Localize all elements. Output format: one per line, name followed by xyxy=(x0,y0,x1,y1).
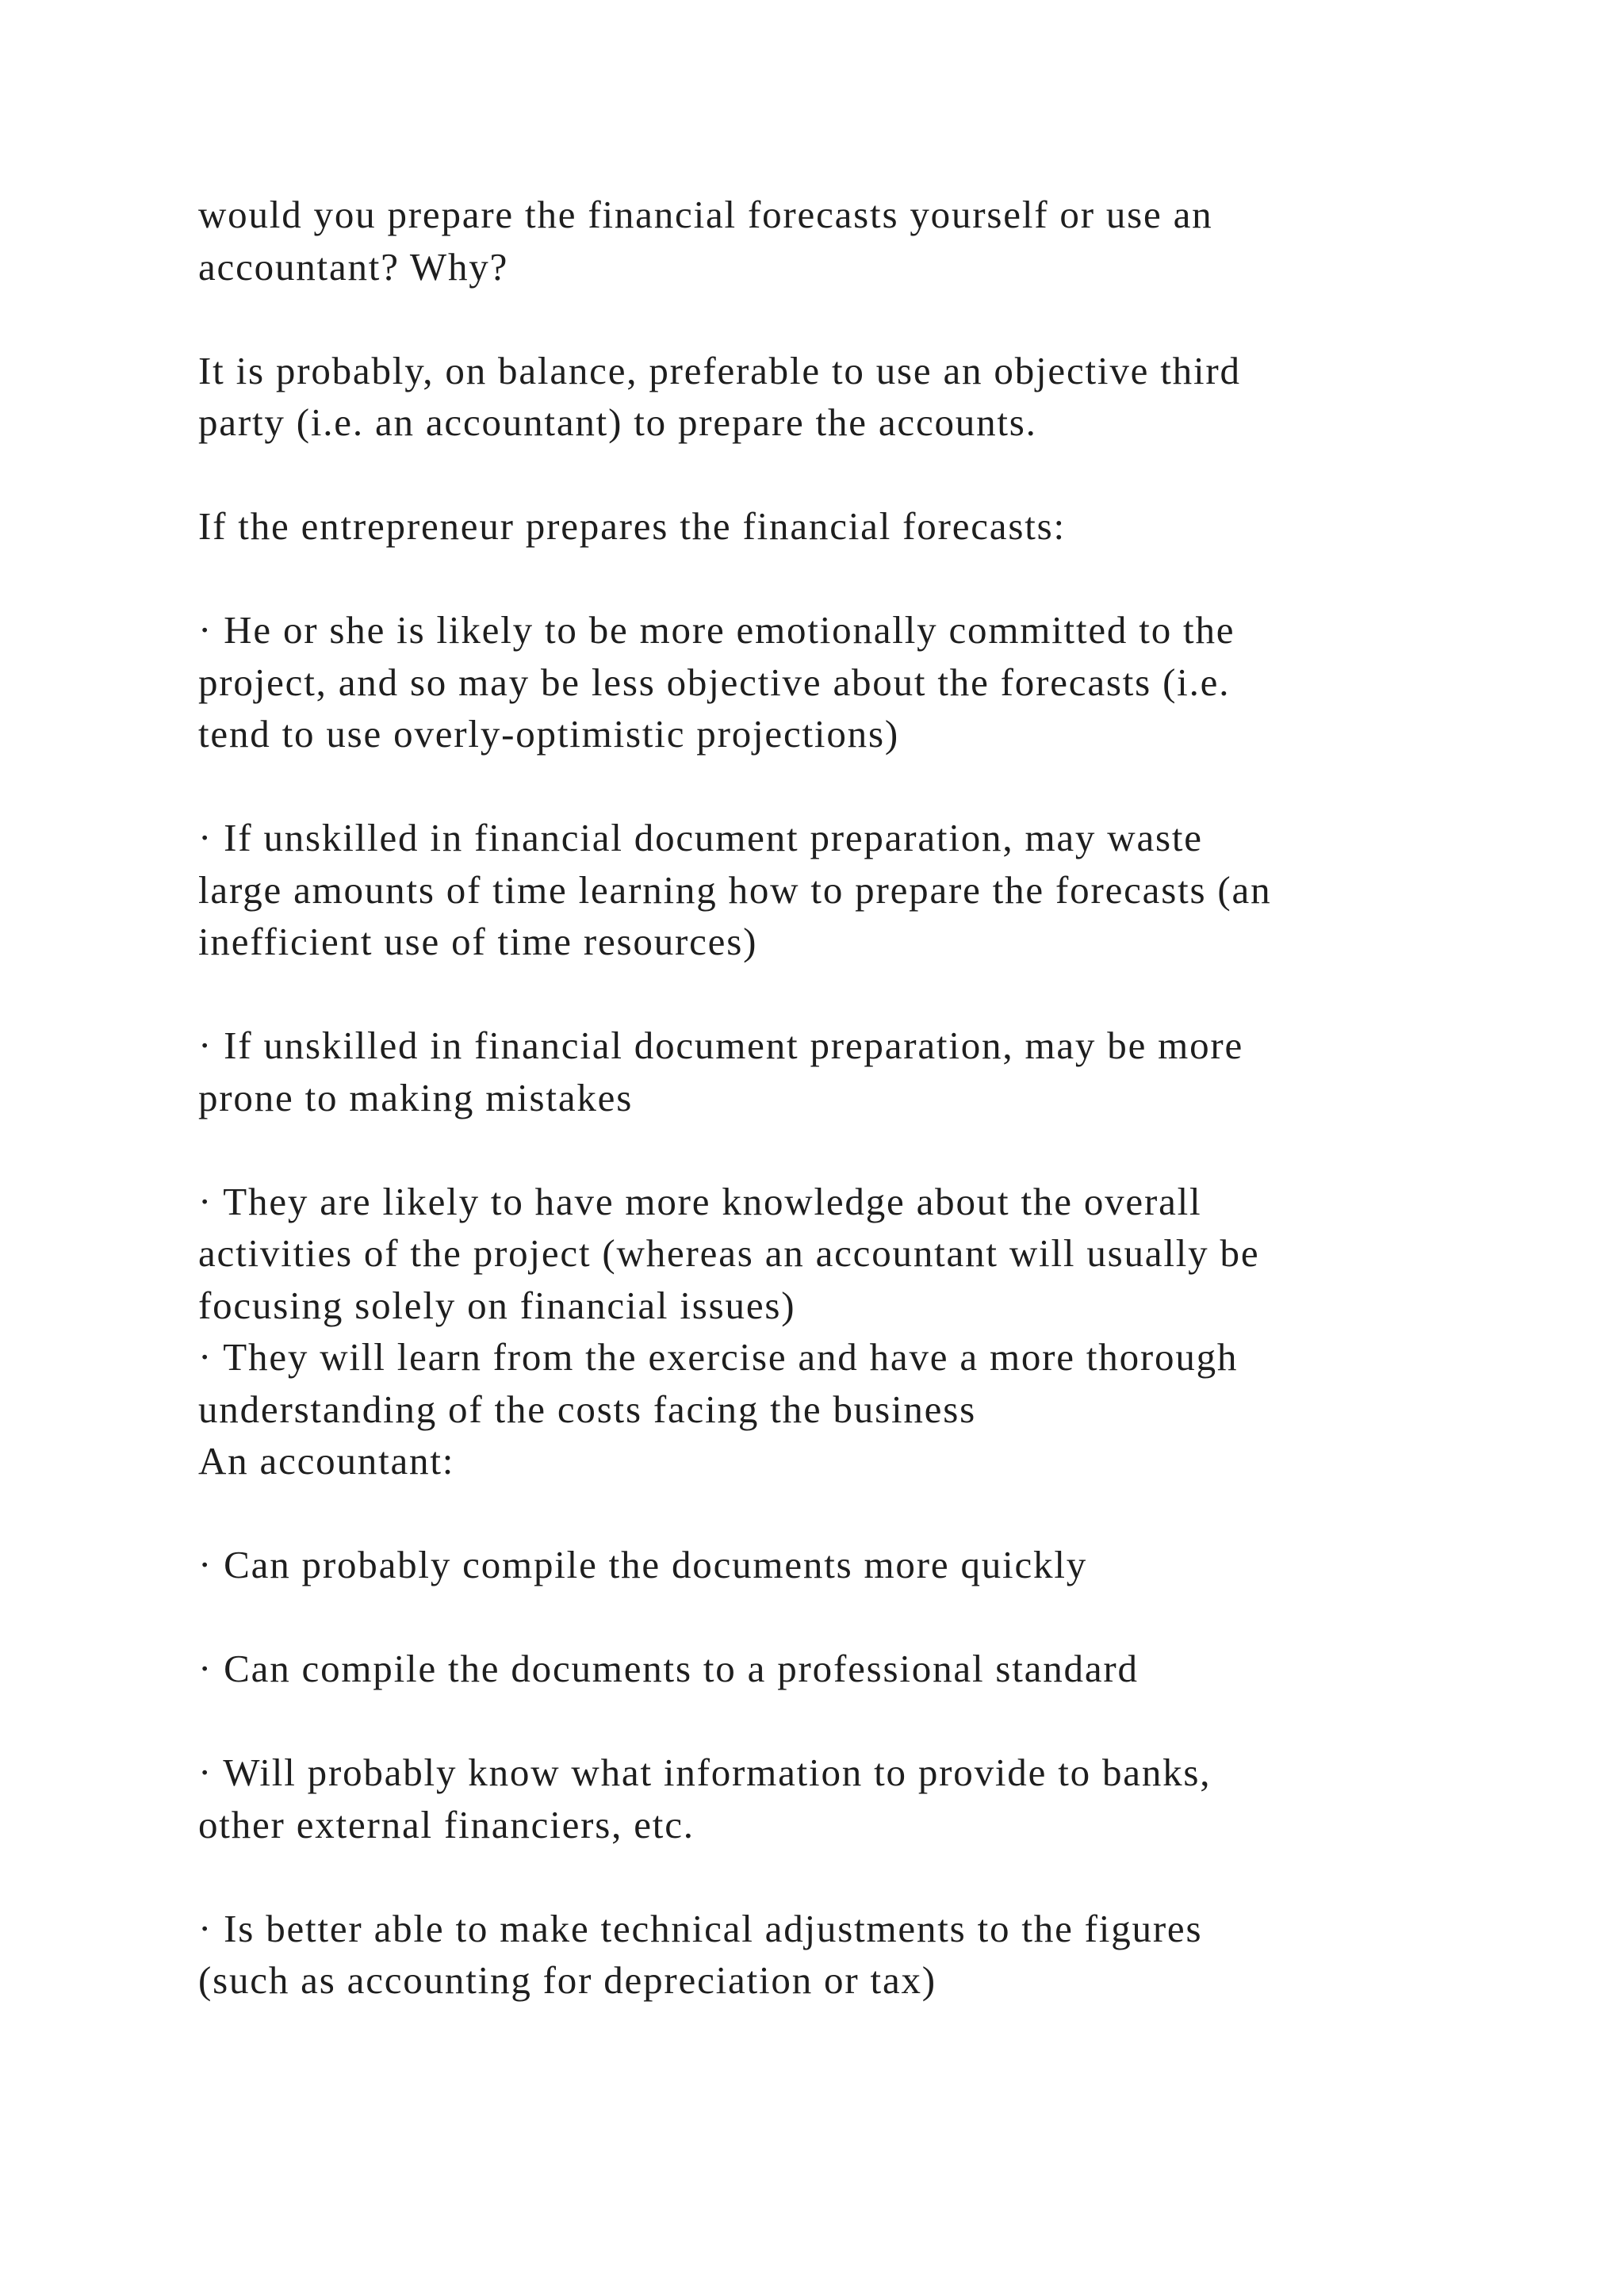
text-line: (such as accounting for depreciation or tax) xyxy=(198,1958,936,2002)
text-line: focusing solely on financial issues) xyxy=(198,1283,796,1327)
bullet-item xyxy=(198,1176,1499,1332)
text-line: An accountant: xyxy=(198,1439,455,1483)
bullet-item xyxy=(198,1643,1499,1695)
text-line: tend to use overly-optimistic projections) xyxy=(198,712,899,756)
text-line: prone to making mistakes xyxy=(198,1075,634,1119)
text-line: other external financiers, etc. xyxy=(198,1802,695,1846)
bullet-item xyxy=(198,604,1499,760)
document-page xyxy=(198,189,1499,2007)
text-line: · He or she is likely to be more emotionally committed to the xyxy=(198,608,1235,652)
text-line: · Can compile the documents to a professional standard xyxy=(198,1647,1139,1690)
bullet-item xyxy=(198,1539,1499,1591)
paragraph-spacer xyxy=(198,1695,1499,1747)
paragraph xyxy=(198,1435,1499,1487)
paragraph xyxy=(198,345,1499,449)
text-line: inefficient use of time resources) xyxy=(198,920,758,963)
bullet-item xyxy=(198,1331,1499,1435)
text-line: · Can probably compile the documents more quickly xyxy=(198,1543,1088,1586)
paragraph-spacer xyxy=(198,760,1499,813)
text-line: It is probably, on balance, preferable to use an objective third xyxy=(198,348,1241,392)
paragraph-spacer xyxy=(198,293,1499,345)
paragraph-spacer xyxy=(198,1123,1499,1176)
text-line: large amounts of time learning how to prepare the forecasts (an xyxy=(198,867,1272,912)
paragraph xyxy=(198,500,1499,553)
text-line: activities of the project (whereas an accountant will usually be xyxy=(198,1231,1260,1275)
text-line: understanding of the costs facing the business xyxy=(198,1387,976,1431)
paragraph-spacer xyxy=(198,553,1499,605)
paragraph-spacer xyxy=(198,1850,1499,1903)
bullet-item xyxy=(198,1903,1499,2007)
text-line: project, and so may be less objective about the forecasts (i.e. xyxy=(198,660,1231,704)
text-line: party (i.e. an accountant) to prepare the accounts. xyxy=(198,400,1037,444)
text-line: · If unskilled in financial document preparation, may be more xyxy=(198,1024,1244,1067)
text-line: If the entrepreneur prepares the financial forecasts: xyxy=(198,504,1066,548)
bullet-item xyxy=(198,812,1499,968)
text-line: would you prepare the financial forecasts yourself or use an xyxy=(198,193,1213,236)
bullet-item xyxy=(198,1020,1499,1123)
text-line: · If unskilled in financial document preparation, may waste xyxy=(198,816,1203,859)
bullet-item xyxy=(198,1747,1499,1850)
text-line: · They are likely to have more knowledge about the overall xyxy=(198,1179,1202,1223)
paragraph-spacer xyxy=(198,968,1499,1020)
paragraph xyxy=(198,189,1499,293)
paragraph-spacer xyxy=(198,449,1499,501)
paragraph-spacer xyxy=(198,1591,1499,1644)
text-line: · Will probably know what information to provide to banks, xyxy=(198,1751,1212,1794)
text-line: · Is better able to make technical adjustments to the figures xyxy=(198,1906,1203,1950)
paragraph-spacer xyxy=(198,1487,1499,1540)
text-line: accountant? Why? xyxy=(198,244,509,289)
text-line: · They will learn from the exercise and have a more thorough xyxy=(198,1335,1239,1379)
